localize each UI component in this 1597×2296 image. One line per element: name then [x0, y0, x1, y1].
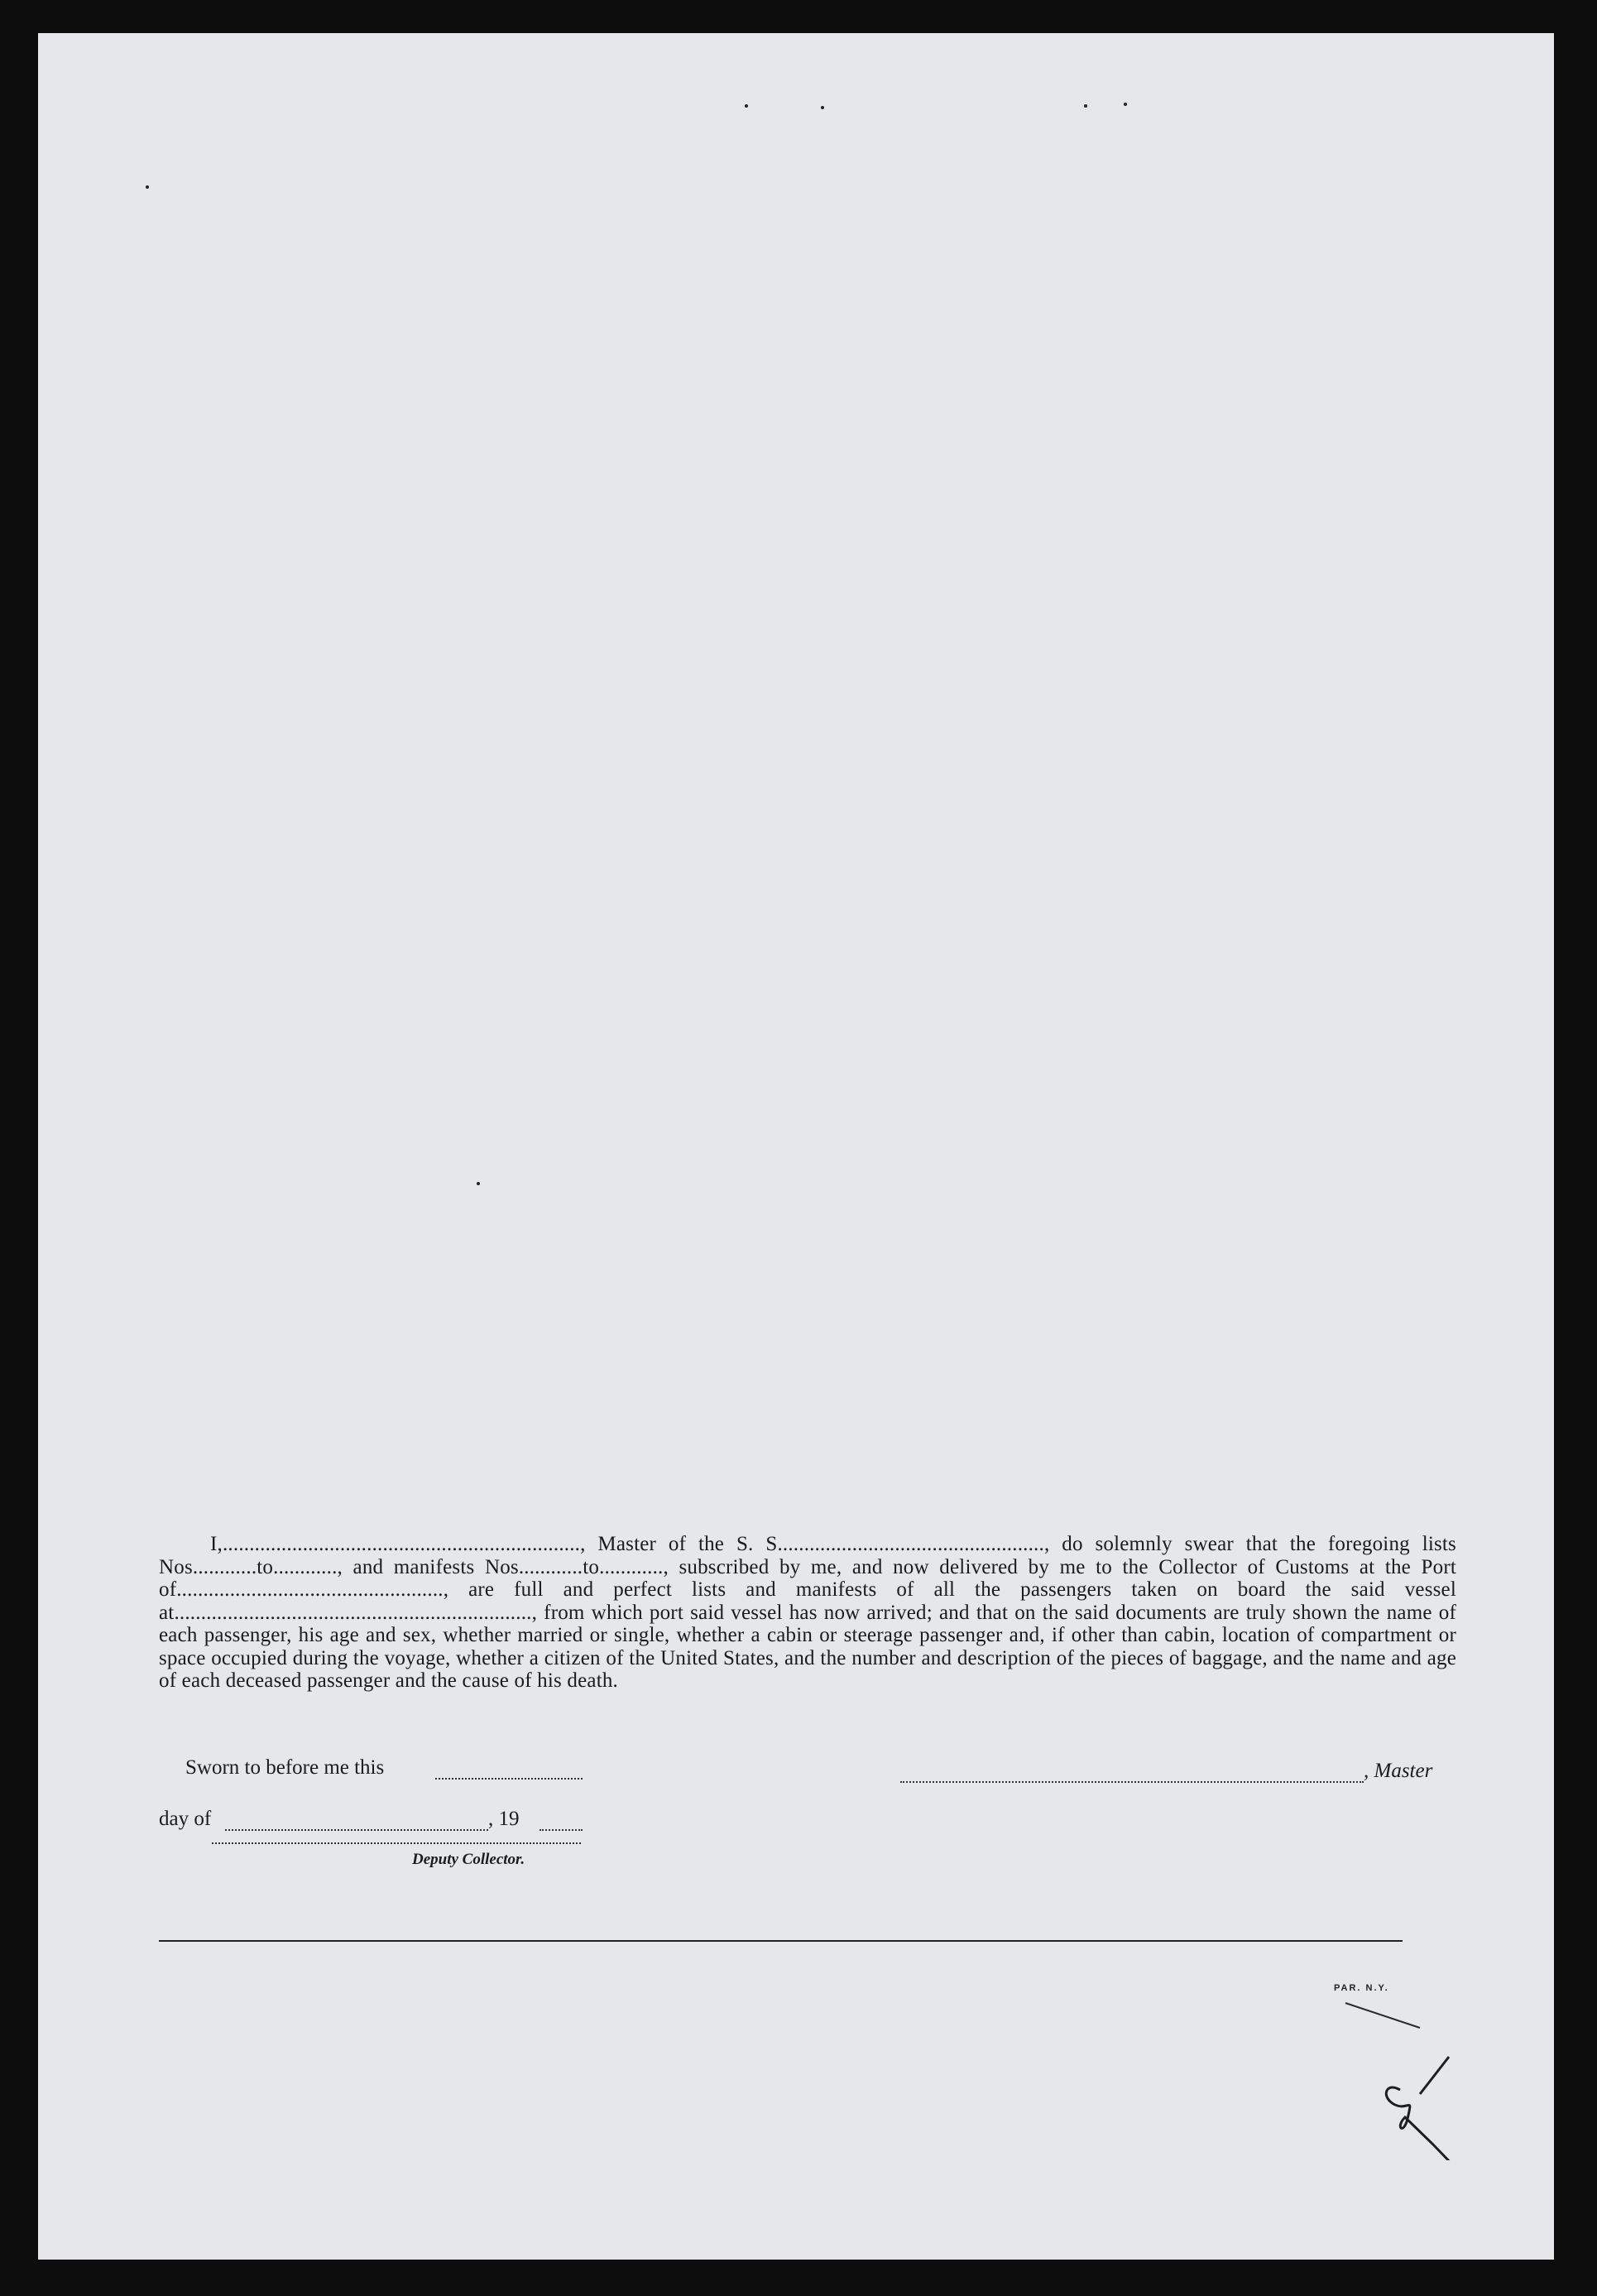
master-label: , Master	[1364, 1760, 1433, 1782]
year-label: , 19	[488, 1808, 520, 1830]
day-of-label: day of	[159, 1808, 212, 1830]
year-blank[interactable]	[540, 1829, 583, 1831]
deputy-collector-label: Deputy Collector.	[412, 1851, 525, 1868]
speck	[1084, 104, 1087, 108]
document-page	[38, 33, 1554, 2260]
pen-mark-icon	[1329, 1995, 1511, 2160]
month-blank[interactable]	[225, 1829, 488, 1831]
oath-block	[159, 1533, 1456, 1693]
speck	[477, 1182, 480, 1185]
oath-paragraph: I,..................................................................., Master of the S. S.................................................., do solemnly swear that the foregoing lists Nos............to............, and manifests Nos............to............, subscribed by me, and now delivered by me to the Collector of Customs at the Port of.................................................., are full and perfect lists and manifests of all the passengers taken on board the said vessel at..................................................................., from which port said vessel has now arrived; and that on the said documents are truly shown the name of each passenger, his age and sex, whether married or single, whether a cabin or steerage passenger and, if other than cabin, location of compartment or space occupied during the voyage, whether a citizen of the United States, and the number and description of the pieces of baggage, and the name and age of each deceased passenger and the cause of his death.	[159, 1533, 1456, 1692]
sworn-day-blank[interactable]	[435, 1778, 583, 1780]
footer-rule	[159, 1940, 1403, 1942]
deputy-signature-blank[interactable]	[212, 1842, 581, 1844]
sworn-label: Sworn to before me this	[185, 1756, 385, 1779]
speck	[1124, 103, 1127, 106]
master-signature-blank[interactable]	[900, 1781, 1364, 1783]
printer-mark: PAR. N.Y.	[1334, 1983, 1389, 1993]
speck	[745, 104, 748, 108]
speck	[146, 185, 149, 189]
speck	[821, 106, 824, 109]
